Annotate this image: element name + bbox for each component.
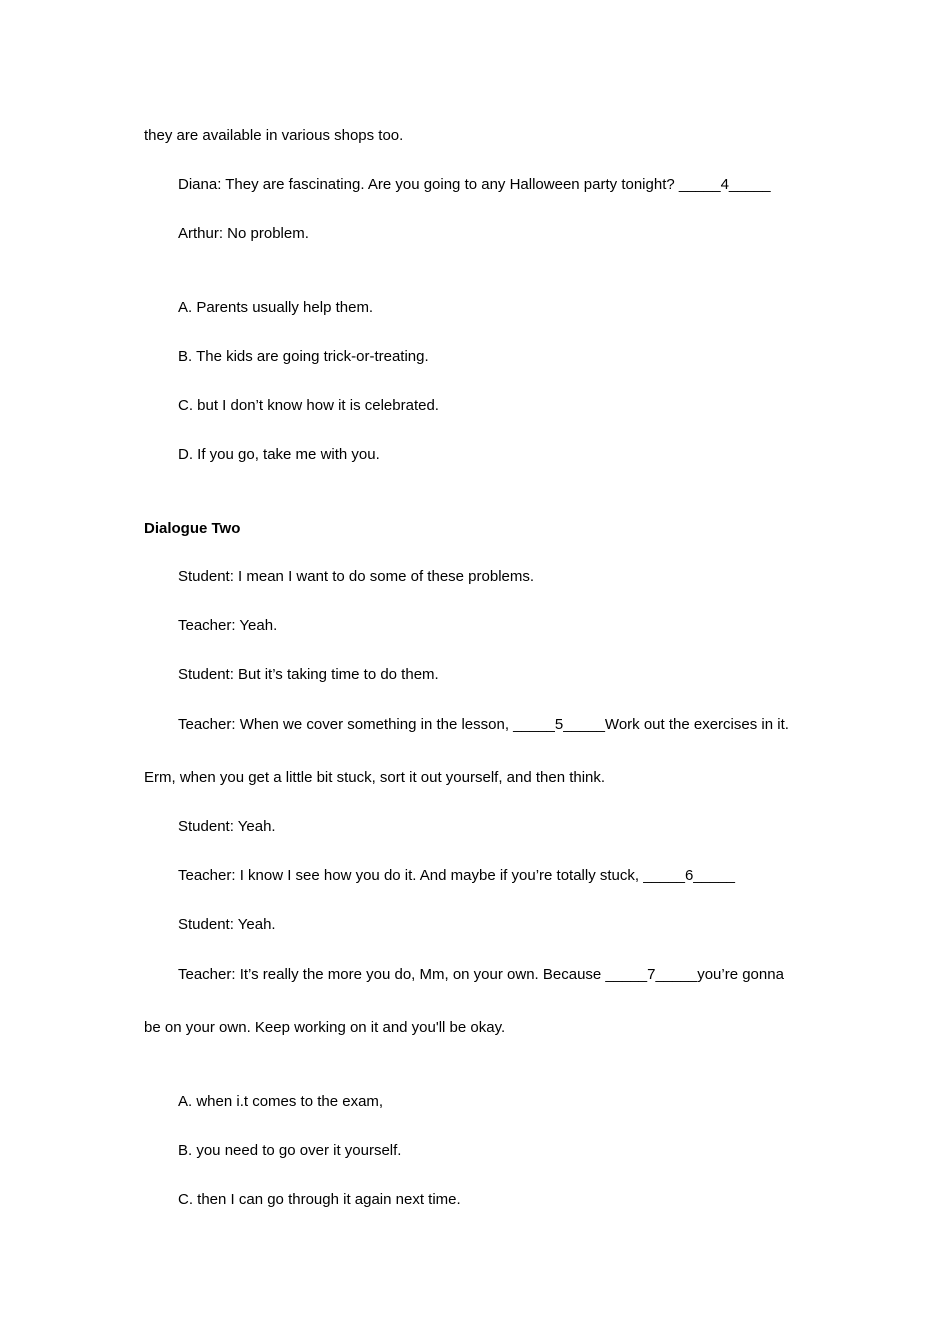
dialogue-two-line-10: be on your own. Keep working on it and you'll be okay. (144, 1019, 506, 1036)
dialogue-two-line-8: Student: Yeah. (178, 916, 276, 933)
dialogue-two-option-c: C. then I can go through it again next time. (178, 1191, 461, 1208)
dialogue-two-line-6: Student: Yeah. (178, 818, 276, 835)
dialogue-two-line-7: Teacher: I know I see how you do it. And maybe if you’re totally stuck, _____6_____ (178, 867, 735, 884)
dialogue-one-option-b: B. The kids are going trick-or-treating. (178, 348, 429, 365)
dialogue-one-line-diana: Diana: They are fascinating. Are you going to any Halloween party tonight? _____4_____ (178, 176, 771, 193)
dialogue-one-line-arthur: Arthur: No problem. (178, 225, 309, 242)
dialogue-one-option-a: A. Parents usually help them. (178, 299, 374, 316)
continuation-line: they are available in various shops too. (144, 127, 404, 144)
dialogue-two-line-5: Erm, when you get a little bit stuck, sort it out yourself, and then think. (144, 769, 606, 786)
dialogue-one-option-d: D. If you go, take me with you. (178, 446, 380, 463)
dialogue-two-option-b: B. you need to go over it yourself. (178, 1142, 402, 1159)
dialogue-two-line-2: Teacher: Yeah. (178, 617, 278, 634)
dialogue-two-option-a: A. when i.t comes to the exam, (178, 1093, 384, 1110)
dialogue-two-line-4: Teacher: When we cover something in the lesson, _____5_____Work out the exercises in it. (178, 716, 789, 733)
dialogue-two-line-3: Student: But it’s taking time to do them. (178, 666, 439, 683)
dialogue-two-heading: Dialogue Two (144, 520, 241, 537)
dialogue-two-line-1: Student: I mean I want to do some of these problems. (178, 568, 535, 585)
dialogue-two-line-9: Teacher: It’s really the more you do, Mm, on your own. Because _____7_____you’re gonna (178, 966, 784, 983)
dialogue-one-option-c: C. but I don’t know how it is celebrated. (178, 397, 439, 414)
